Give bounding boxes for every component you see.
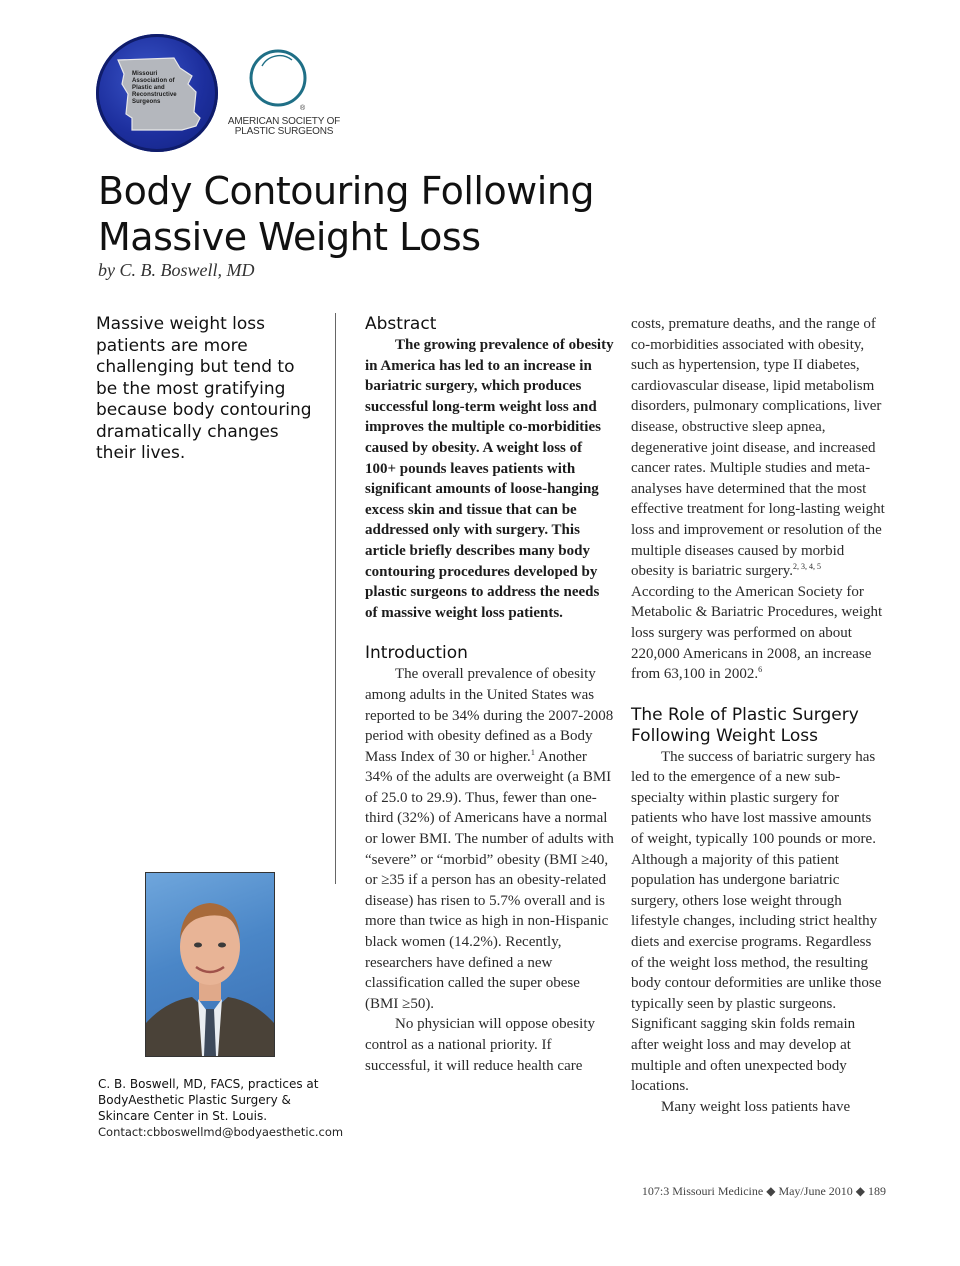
page-footer: [600, 1184, 886, 1199]
caption-line1: C. B. Boswell, MD, FACS, practices at: [98, 1077, 319, 1091]
role-section-paragraph-2: Many weight loss patients have: [661, 1098, 851, 1115]
page-number: 189: [868, 1184, 886, 1198]
footnote-ref: 6: [758, 665, 763, 675]
article-column-middle: [365, 314, 615, 1076]
diamond-separator-icon: ◆: [855, 1184, 865, 1198]
author-portrait-icon: [146, 873, 274, 1056]
mapras-wordmark: Missouri Association of Plastic and Reconstructive Surgeons: [132, 71, 177, 105]
issue-date: May/June 2010: [778, 1184, 853, 1198]
article-column-right: [631, 314, 885, 1117]
column-divider: [335, 313, 336, 884]
footnote-ref: 2, 3, 4, 5: [793, 562, 822, 572]
abstract-text: The growing prevalence of obesity in America has led to an increase in bariatric surgery, which produces successful long-term weight loss and improves the multiple co-morbidities caused by obesity. A weight loss of 100+ pounds leaves patients with significant amounts of loose-hanging excess skin and tissue that can be addressed only with surgery. This article briefly describes many body contouring procedures developed by plastic surgeons to address the needs of massive weight loss patients.: [365, 337, 614, 621]
asps-ring-icon: [248, 46, 312, 112]
author-caption: [98, 1076, 344, 1140]
introduction-paragraph-1: The overall prevalence of obesity among adults in the United States was reported to be 34% during the 2007-2008 period with obesity defined as a Body Mass Index of 30 or higher.$^1$ Another 34% of the adults are overweight (a BMI of 25.0 to 29.9). Thus, fewer than one-third (32%) of Americans have a normal or lower BMI. The number of adults with “severe” or “morbid” obesity (BMI ≥40, or ≥35 if a person has an obesity-related disease) has risen to 5.7% overall and is more than twice as high in non-Hispanic black women (14.2%). Recently, researchers have defined a new classification called the super obese (BMI ≥50).: [365, 666, 614, 1012]
introduction-heading: Introduction: [365, 643, 468, 664]
article-title-line1: Body Contouring Following: [98, 169, 595, 213]
introduction-paragraph-2: No physician will oppose obesity control as a national priority. If successful, it will reduce health care: [365, 1016, 595, 1074]
pull-quote: Massive weight loss patients are more challenging but tend to be the most gratifying because body contouring dramatically changes their lives.: [96, 314, 312, 463]
article-title: [98, 168, 658, 260]
journal-volume: 107:3 Missouri Medicine: [641, 1184, 764, 1198]
author-contact-email[interactable]: Contact:cbboswellmd@bodyaesthetic.com: [98, 1125, 344, 1139]
registered-mark: ®: [300, 105, 306, 112]
caption-line2: BodyAesthetic Plastic Surgery &: [98, 1093, 291, 1107]
mapras-logo: [96, 34, 218, 152]
author-photo: [145, 872, 275, 1057]
article-title-line2: Massive Weight Loss: [98, 215, 481, 259]
role-section-heading: The Role of Plastic Surgery Following Weight Loss: [631, 704, 859, 746]
footnote-ref: 1: [530, 747, 535, 757]
byline: by C. B. Boswell, MD: [98, 260, 255, 280]
asps-wordmark: AMERICAN SOCIETY OF PLASTIC SURGEONS: [227, 116, 341, 137]
introduction-paragraph-2-continued: costs, premature deaths, and the range of co-morbidities associated with obesity, such as hypertension, type II diabetes, cardiovascular disease, lipid metabolism disorders, pulmonary complications, liver disease, obstructive sleep apnea, degenerative joint disease, and increased cancer rates. Multiple studies and meta-analyses have determined that the most effective treatment for long-lasting weight loss and improvement or resolution of the multiple diseases caused by morbid obesity is bariatric surgery.$^{2, 3, 4, 5}$ According to the American Society for Metabolic & Bariatric Procedures, weight loss surgery was performed on about 220,000 Americans in 2008, an increase from 63,100 in 2002.$^6$: [631, 316, 885, 683]
caption-line3: Skincare Center in St. Louis.: [98, 1109, 268, 1123]
asps-logo: [222, 46, 346, 142]
abstract-heading: Abstract: [365, 314, 437, 334]
role-section-paragraph-1: The success of bariatric surgery has led to the emergence of a new sub-specialty within plastic surgery for patients who have lost massive amounts of weight, typically 100 pounds or more. Although a majority of this patient population has undergone bariatric surgery, others lose weight through lifestyle changes, including strict healthy diets and exercise programs. Regardless of the weight loss method, the resulting body contour deformities are unlike those typically seen by plastic surgeons. Significant sagging skin folds remain after weight loss and may develop at multiple and often unexpected body locations.: [631, 748, 882, 1095]
diamond-separator-icon: ◆: [766, 1184, 776, 1198]
